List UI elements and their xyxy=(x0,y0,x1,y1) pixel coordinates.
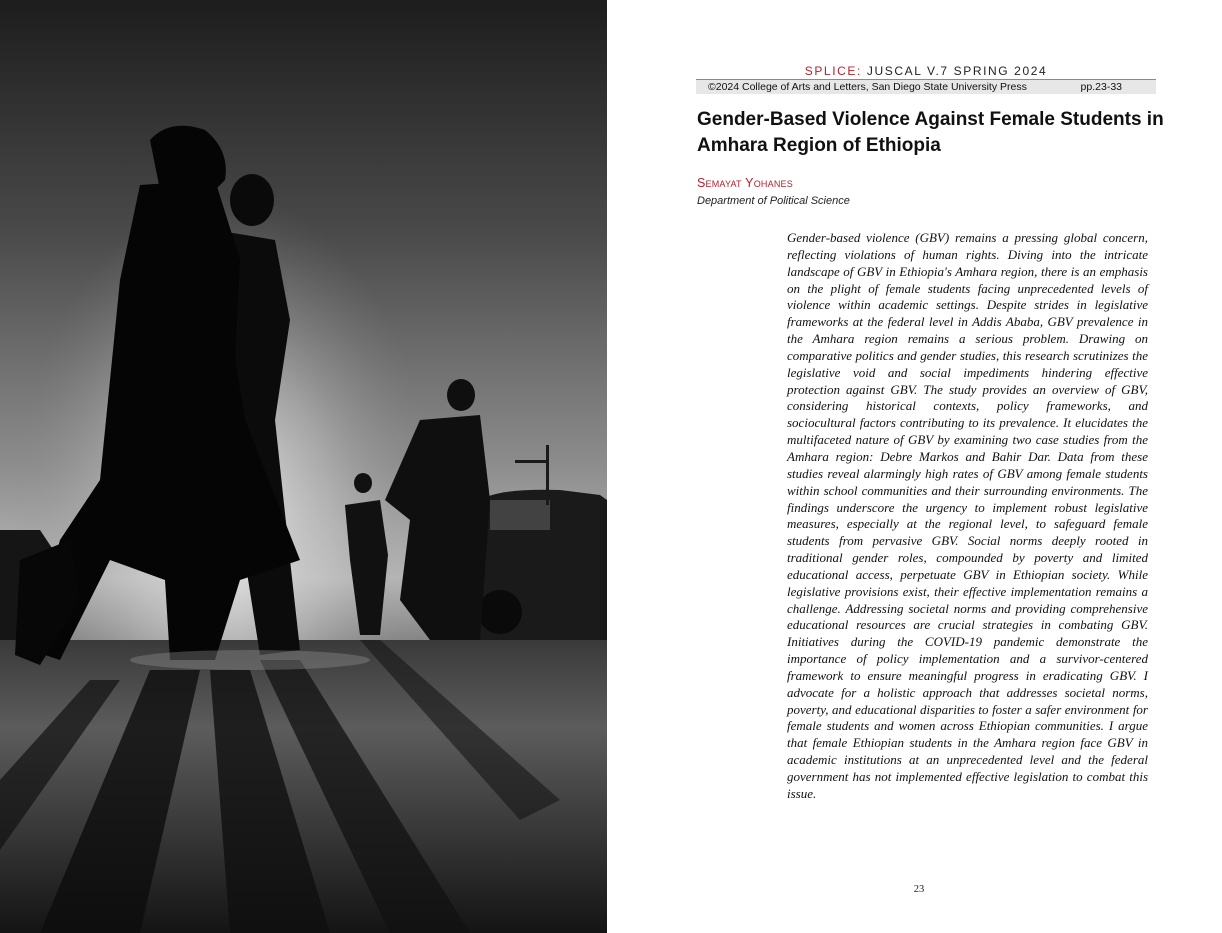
abstract: Gender-based violence (GBV) remains a pressing global concern, reflecting violations of human rights. Diving into the intricate landscape of GBV in Ethiopia's Amhara region, there is an emphasis on the plight of female students facing unprecedented levels of violence within academic settings. Despite strides in legislative frameworks at the federal level in Addis Ababa, GBV prevalence in the Amhara region remains a serious problem. Drawing on comparative politics and gender studies, this research scrutinizes the legislative void and social impediments hindering effective protection against GBV. The study provides an overview of GBV, considering historical contexts, policy frameworks, and sociocultural factors contributing to its prevalence. It elucidates the multifaceted nature of GBV by examining two case studies from the Amhara region: Debre Markos and Bahir Dar. Data from these studies reveal alarmingly high rates of GBV among female students within school communities and their surrounding environments. The findings underscore the urgency to implement robust legislative measures, especially at the regional level, to safeguard female students from pervasive GBV. Social norms deeply rooted in traditional gender roles, compounded by poverty and limited educational access, perpetuate GBV in Ethiopian society. While legislative provisions exist, their effective implementation remains a challenge. Addressing societal norms and providing comprehensive educational resources are crucial strategies in combating GBV. Initiatives during the COVID-19 pandemic demonstrate the importance of policy implementation and a survivor-centered framework to ensure meaningful progress in eradicating GBV. I advocate for a holistic approach that addresses societal norms, poverty, and educational disparities to foster a safer environment for female students and women across Ethiopian communities. I argue that female Ethiopian students in the Amhara region face GBV in academic institutions at an unprecedented level and the federal government has not implemented effective legislation to combat this issue. xyxy=(787,230,1148,801)
journal-issue: JUSCAL V.7 SPRING 2024 xyxy=(861,64,1048,78)
page-range: pp.23-33 xyxy=(1080,81,1122,93)
page-number: 23 xyxy=(913,884,925,895)
author-department: Department of Political Science xyxy=(697,195,850,207)
author-name: Semayat Yohanes xyxy=(697,176,793,190)
cover-photo xyxy=(0,0,607,933)
silhouette-street-image xyxy=(0,0,607,933)
copyright-text: ©2024 College of Arts and Letters, San Diego State University Press xyxy=(708,81,1027,93)
journal-header xyxy=(696,64,1156,78)
article-title: Gender-Based Violence Against Female Students in Amhara Region of Ethiopia xyxy=(697,109,1164,156)
copyright-bar xyxy=(696,79,1156,94)
journal-name: SPLICE: xyxy=(804,64,862,78)
